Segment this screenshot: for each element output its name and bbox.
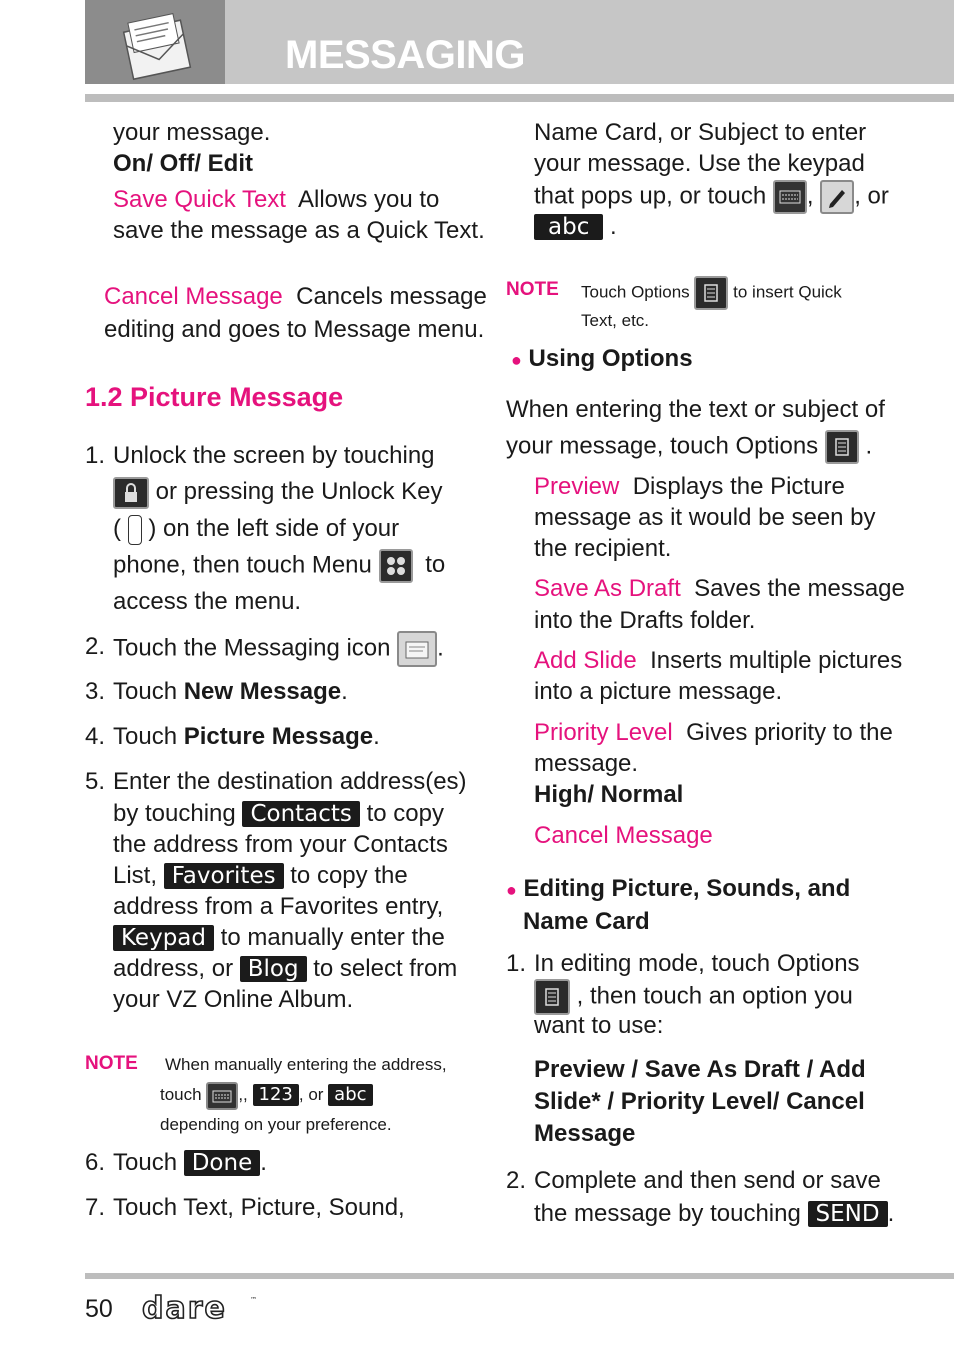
cancel-message-label: Cancel Message	[104, 283, 283, 310]
paragraph-line: When entering the text or subject of	[506, 396, 885, 423]
note-text: Touch Options	[581, 282, 690, 302]
dare-logo	[142, 1292, 258, 1326]
text-line: save the message as a Quick Text.	[113, 217, 485, 244]
step-text: .	[341, 678, 348, 705]
blog-button[interactable]: Blog	[240, 956, 307, 982]
step-text: Complete and then send or save	[534, 1167, 881, 1194]
note-text	[581, 276, 842, 310]
save-quick-text-label: Save Quick Text	[113, 186, 286, 213]
priority-level-option	[534, 717, 893, 748]
step-text: Touch	[113, 723, 184, 750]
step-text: List,	[113, 862, 158, 889]
pencil-icon	[820, 180, 854, 214]
step-text: Enter the destination address(es)	[113, 768, 467, 795]
step-text	[113, 549, 445, 583]
step-text: your message. Use the keypad	[534, 150, 865, 177]
paragraph-line: your message, touch Options	[506, 432, 819, 460]
brand-logo	[142, 1292, 258, 1331]
add-slide-option	[534, 645, 902, 676]
step-text: Touch Text, Picture, Sound,	[113, 1194, 405, 1221]
contacts-button[interactable]: Contacts	[242, 801, 359, 827]
cancel-message-item	[104, 281, 487, 312]
step-text	[113, 721, 380, 752]
favorites-button[interactable]: Favorites	[164, 863, 284, 889]
step-text	[113, 860, 408, 891]
text-line: your message.	[113, 119, 271, 146]
page-title: MESSAGING	[285, 33, 525, 77]
messaging-icon	[397, 631, 437, 667]
step-text: ,	[806, 182, 814, 210]
step-number: 5.	[85, 768, 106, 795]
option-list: Preview / Save As Draft / Add	[534, 1056, 866, 1083]
step-number: 1.	[85, 442, 106, 469]
step-text	[113, 513, 399, 545]
send-button[interactable]: SEND	[808, 1201, 888, 1227]
lock-icon	[113, 477, 149, 509]
step-text: phone, then touch Menu	[113, 551, 372, 579]
menu-option-name: Picture Message	[183, 723, 374, 750]
step-number: 2.	[85, 633, 106, 660]
header-divider	[85, 94, 954, 102]
step-text: In editing mode, touch Options	[534, 950, 860, 977]
keyboard-icon	[206, 1082, 238, 1110]
step-text: .	[373, 723, 380, 750]
step-text: Unlock the screen by touching	[113, 442, 435, 469]
step-text: to	[425, 551, 446, 579]
step-text	[534, 1198, 894, 1229]
save-quick-text-desc: Allows you to	[297, 186, 440, 213]
step-text	[113, 676, 348, 707]
step-number: 1.	[506, 950, 527, 977]
text-line: editing and goes to Message menu.	[104, 316, 485, 343]
note-text: to insert Quick	[733, 282, 842, 302]
step-text: to select from	[313, 955, 458, 982]
page-number: 50	[85, 1295, 113, 1323]
step-text: to manually enter the	[220, 924, 445, 951]
sub-heading	[511, 343, 693, 376]
keypad-button[interactable]: Keypad	[113, 925, 214, 951]
sub-heading	[506, 873, 850, 906]
step-text: your VZ Online Album.	[113, 986, 354, 1013]
option-values: On/ Off/ Edit	[113, 150, 253, 177]
section-heading: 1.2 Picture Message	[85, 382, 344, 412]
cancel-message-desc: Cancels message	[296, 283, 487, 310]
bullet-icon: ●	[506, 880, 517, 900]
step-text	[534, 211, 617, 242]
step-text	[113, 476, 442, 509]
option-list: Slide* / Priority Level/ Cancel	[534, 1088, 865, 1115]
save-quick-text-item	[113, 184, 439, 215]
save-as-draft-label: Save As Draft	[534, 575, 681, 602]
step-text: access the menu.	[113, 588, 302, 615]
step-text: .	[887, 1200, 895, 1227]
sub-heading-text: Editing Picture, Sounds, and	[523, 875, 851, 902]
envelope-letter-icon	[85, 0, 225, 84]
note-label: NOTE	[506, 279, 559, 300]
step-text: .	[437, 634, 444, 662]
preview-label: Preview	[534, 473, 620, 500]
text-line: message as it would be seen by	[534, 504, 876, 531]
step-text: address from a Favorites entry,	[113, 893, 444, 920]
step-text	[113, 922, 445, 953]
note-text: , or	[298, 1085, 324, 1104]
unlock-key-icon	[128, 515, 142, 545]
preview-desc: Displays the Picture	[632, 473, 845, 500]
text-line: message.	[534, 750, 639, 777]
step-text	[113, 798, 444, 829]
footer-divider	[85, 1273, 954, 1279]
numeric-keypad-button[interactable]: 123	[253, 1084, 299, 1106]
step-text: .	[260, 1149, 267, 1176]
add-slide-desc: Inserts multiple pictures	[650, 647, 903, 674]
note-text: When manually entering the address,	[165, 1055, 447, 1074]
step-text: the address from your Contacts	[113, 831, 448, 858]
svg-text:™: ™	[250, 1296, 257, 1304]
sub-heading-text: Name Card	[523, 908, 650, 935]
abc-button[interactable]: abc	[534, 214, 603, 240]
paragraph-line	[506, 430, 872, 464]
add-slide-label: Add Slide	[534, 647, 637, 674]
step-text: that pops up, or touch	[534, 182, 767, 210]
note-text: depending on your preference.	[160, 1115, 392, 1134]
step-number: 6.	[85, 1149, 106, 1176]
step-text: or pressing the Unlock Key	[155, 478, 443, 505]
step-text	[534, 180, 889, 214]
step-text: to copy the	[290, 862, 408, 889]
save-as-draft-desc: Saves the message	[694, 575, 905, 602]
step-text: Name Card, or Subject to enter	[534, 119, 867, 146]
options-icon	[694, 276, 728, 310]
step-text: ) on the left side of your	[148, 515, 400, 542]
cancel-message-label: Cancel Message	[534, 822, 713, 849]
menu-icon	[379, 549, 413, 583]
options-icon	[825, 430, 859, 464]
step-text: , or	[854, 182, 889, 210]
note-label: NOTE	[85, 1053, 138, 1074]
step-text: want to use:	[534, 1012, 664, 1039]
step-number: 3.	[85, 678, 106, 705]
abc-keypad-button[interactable]: abc	[328, 1084, 372, 1106]
option-values: High/ Normal	[534, 781, 684, 808]
done-button[interactable]: Done	[184, 1150, 261, 1176]
bullet-icon: ●	[511, 350, 522, 370]
step-text	[113, 631, 444, 667]
header-icon-panel	[85, 0, 225, 84]
priority-level-desc: Gives priority to the	[686, 719, 893, 746]
step-text: , then touch an option you	[576, 982, 853, 1010]
note-text: touch	[160, 1085, 202, 1104]
menu-option-name: New Message	[183, 678, 342, 705]
step-text: Touch	[113, 678, 184, 705]
option-list: Message	[534, 1120, 636, 1147]
sub-heading-text: Using Options	[528, 345, 693, 372]
step-text: .	[610, 213, 617, 240]
step-number: 4.	[85, 723, 106, 750]
keyboard-icon	[773, 180, 807, 214]
step-text: address, or	[113, 955, 234, 982]
step-text	[113, 953, 457, 984]
step-text: Touch the Messaging icon	[113, 634, 391, 662]
text-line: into a picture message.	[534, 678, 783, 705]
text-line: into the Drafts folder.	[534, 607, 756, 634]
step-text: by touching	[113, 800, 236, 827]
paragraph-line: .	[865, 432, 873, 460]
step-text: to copy	[366, 800, 444, 827]
step-text: Touch	[113, 1149, 178, 1176]
step-text: (	[113, 515, 121, 542]
step-text: the message by touching	[534, 1200, 801, 1227]
text-line: the recipient.	[534, 535, 672, 562]
step-text	[113, 1147, 267, 1178]
preview-option	[534, 471, 845, 502]
step-number: 7.	[85, 1194, 106, 1221]
priority-level-label: Priority Level	[534, 719, 673, 746]
note-text	[160, 1080, 373, 1110]
save-as-draft-option	[534, 573, 905, 604]
svg-text:dare: dare	[142, 1292, 227, 1326]
note-text: ,,	[238, 1085, 248, 1104]
note-text: Text, etc.	[581, 311, 650, 330]
step-number: 2.	[506, 1167, 527, 1194]
